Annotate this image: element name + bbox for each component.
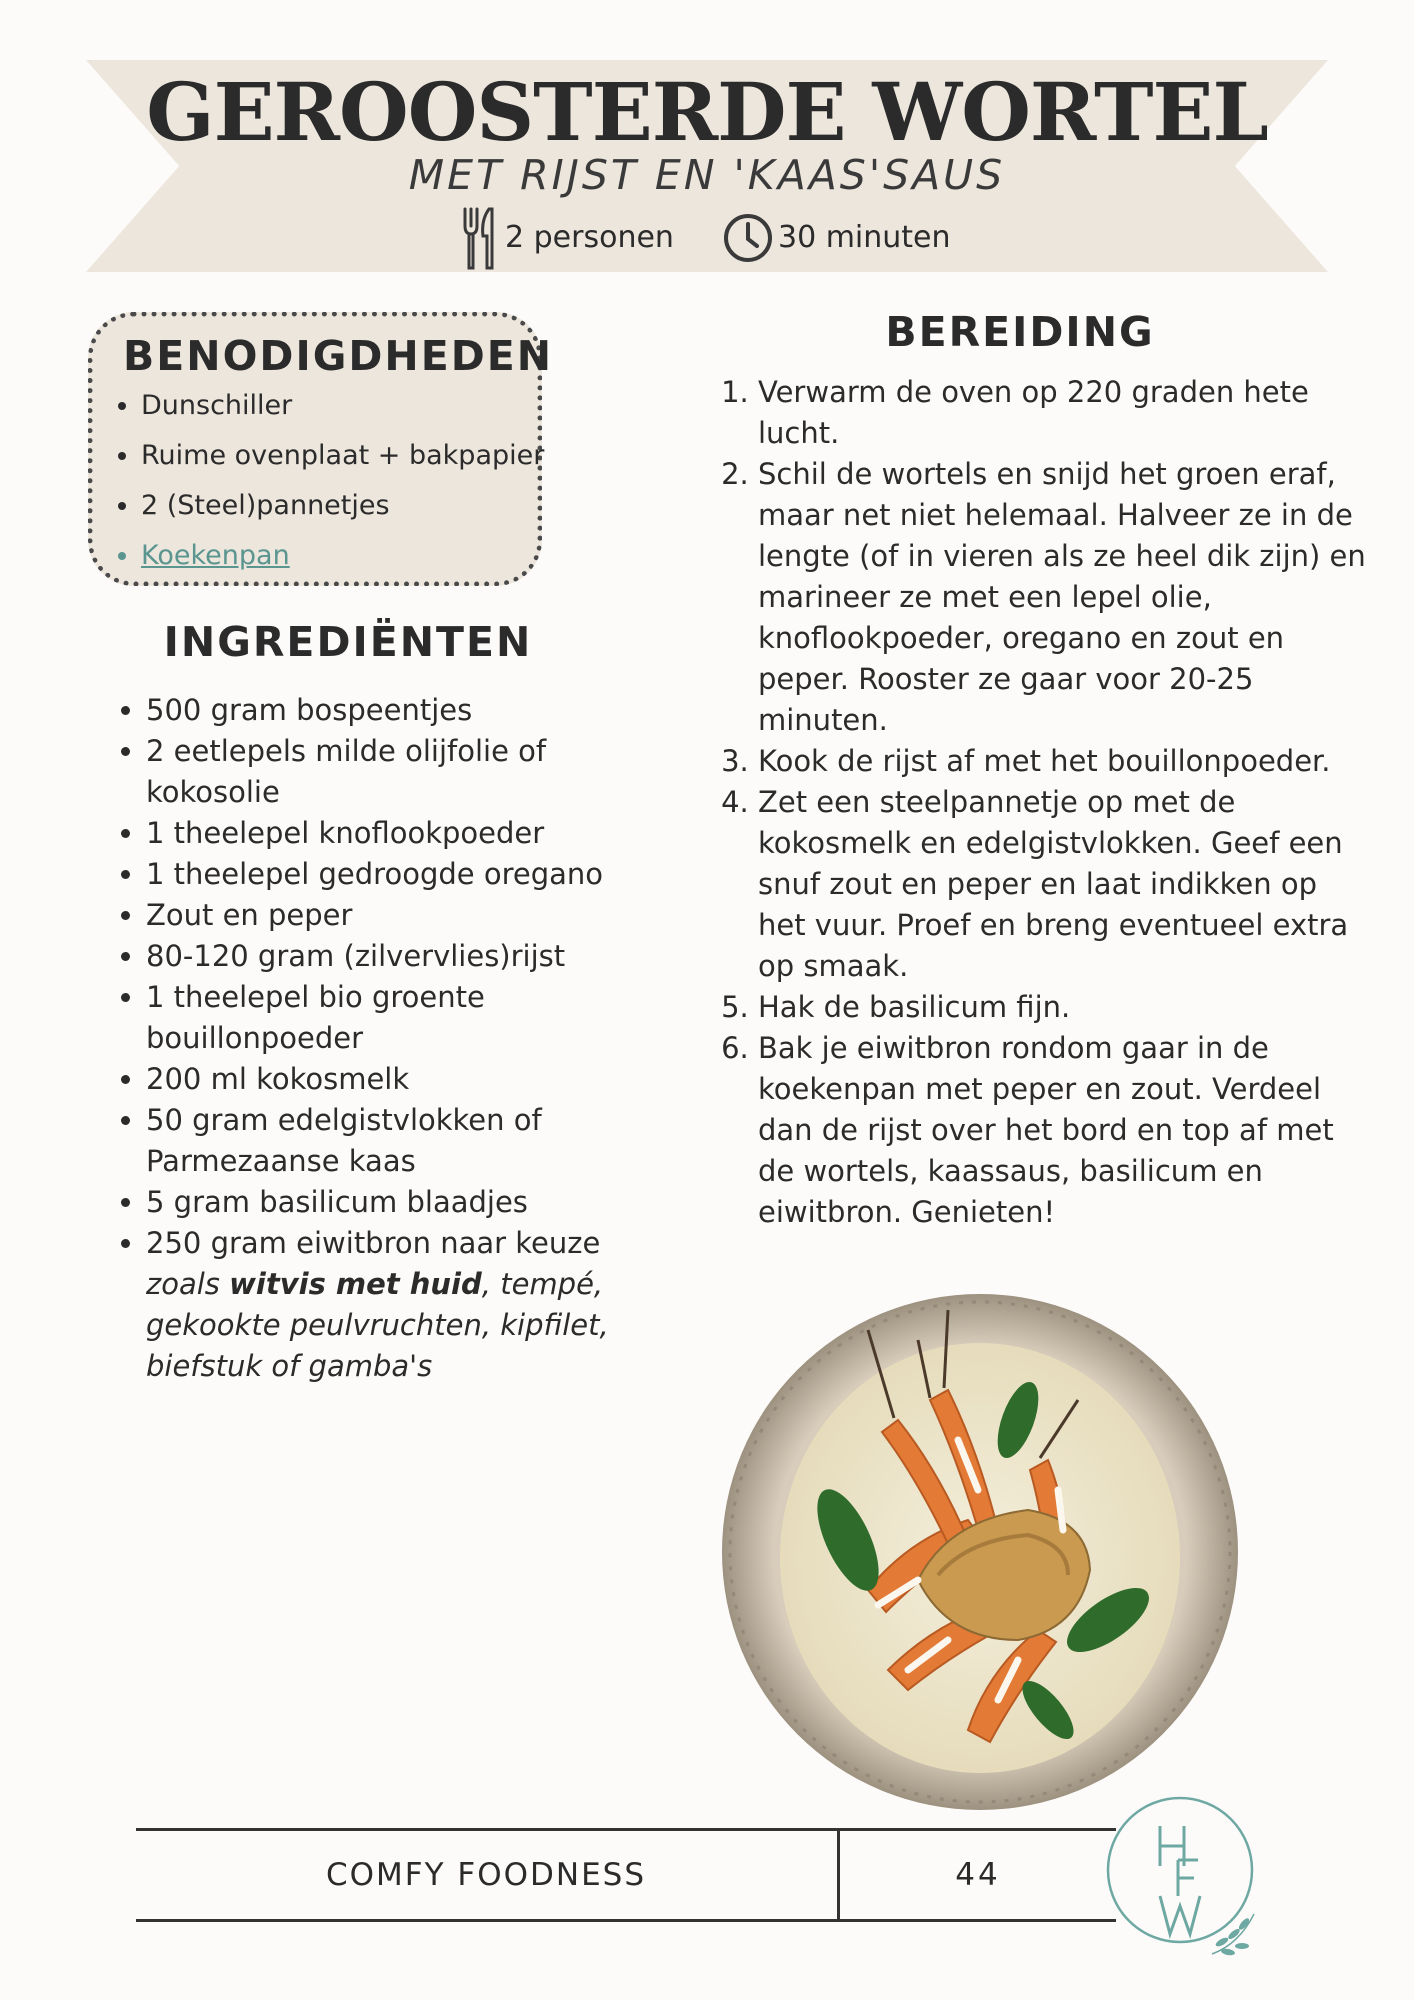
step-item: 2. Schil de wortels en snijd het groen eraf, maar net niet helemaal. Halveer ze in de lengte (of in vieren als ze heel dik zijn) en marineer ze met een lepel olie, knoflookpoeder, oregano en zout en peper. Rooster ze gaar voor 20-25 minuten. [758,454,1368,741]
note-bold: witvis met huid [229,1267,482,1301]
ingredient-item: • 50 gram edelgistvlokken of Parmezaanse kaas [146,1100,666,1182]
ingredient-item: • 500 gram bospeentjes [146,690,666,731]
preparation-heading: BEREIDING [885,308,1155,356]
equipment-item: • 2 (Steel)pannetjes [141,481,581,531]
equipment-list [105,381,581,581]
clock-icon [722,212,774,264]
equipment-heading: BENODIGDHEDEN [123,332,554,380]
ingredient-item: • 1 theelepel gedroogde oregano [146,854,666,895]
page-title: GEROOSTERDE WORTEL [146,65,1268,159]
equipment-box [88,312,554,586]
servings-text: 2 personen [505,220,674,255]
ingredient-item: • 5 gram basilicum blaadjes [146,1182,666,1223]
equipment-item: • Dunschiller [141,381,581,431]
page-number: 44 [955,1857,1001,1893]
step-item: 6. Bak je eiwitbron rondom gaar in de koekenpan met peper en zout. Verdeel dan de rijst over het bord en top af met de wortels, kaassaus, basilicum en eiwitbron. Genieten! [758,1028,1368,1233]
ingredient-item: • 2 eetlepels milde olijfolie of kokosolie [146,731,666,813]
note-prefix: zoals [146,1267,230,1301]
step-item: 5. Hak de basilicum fijn. [758,987,1368,1028]
ingredient-item: • 1 theelepel bio groente bouillonpoeder [146,977,666,1059]
dish-photo [718,1290,1242,1814]
step-item: 1. Verwarm de oven op 220 graden hete lucht. [758,372,1368,454]
equipment-link-koekenpan[interactable]: • Koekenpan [141,531,581,581]
ingredient-protein-text: 250 gram eiwitbron naar keuze [146,1226,601,1260]
preparation-steps [720,372,1368,1233]
ingredient-item-protein [146,1223,666,1387]
step-item: 3. Kook de rijst af met het bouillonpoeder. [758,741,1368,782]
ingredients-heading: INGREDIËNTEN [163,618,533,666]
time-text: 30 minuten [778,220,951,255]
ingredient-item: • 1 theelepel knoflookpoeder [146,813,666,854]
page-footer [136,1828,1116,1922]
fork-knife-icon [461,206,497,272]
ingredient-note [146,1267,609,1383]
ingredient-item: • 80-120 gram (zilvervlies)rijst [146,936,666,977]
page-subtitle: MET RIJST EN 'KAAS'SAUS [408,151,1006,199]
note-suffix: , tempé, gekookte peulvruchten, kipfilet, biefstuk of gamba's [146,1267,609,1383]
equipment-item: • Ruime ovenplaat + bakpapier [141,431,581,481]
hfw-logo-icon [1094,1784,1280,1970]
footer-brand: COMFY FOODNESS [325,1857,647,1893]
ingredients-list [110,690,666,1387]
recipe-meta [0,206,1414,268]
ingredient-item: • Zout en peper [146,895,666,936]
ingredient-item: • 200 ml kokosmelk [146,1059,666,1100]
step-item: 4. Zet een steelpannetje op met de kokosmelk en edelgistvlokken. Geef een snuf zout en peper en laat indikken op het vuur. Proef en breng eventueel extra op smaak. [758,782,1368,987]
